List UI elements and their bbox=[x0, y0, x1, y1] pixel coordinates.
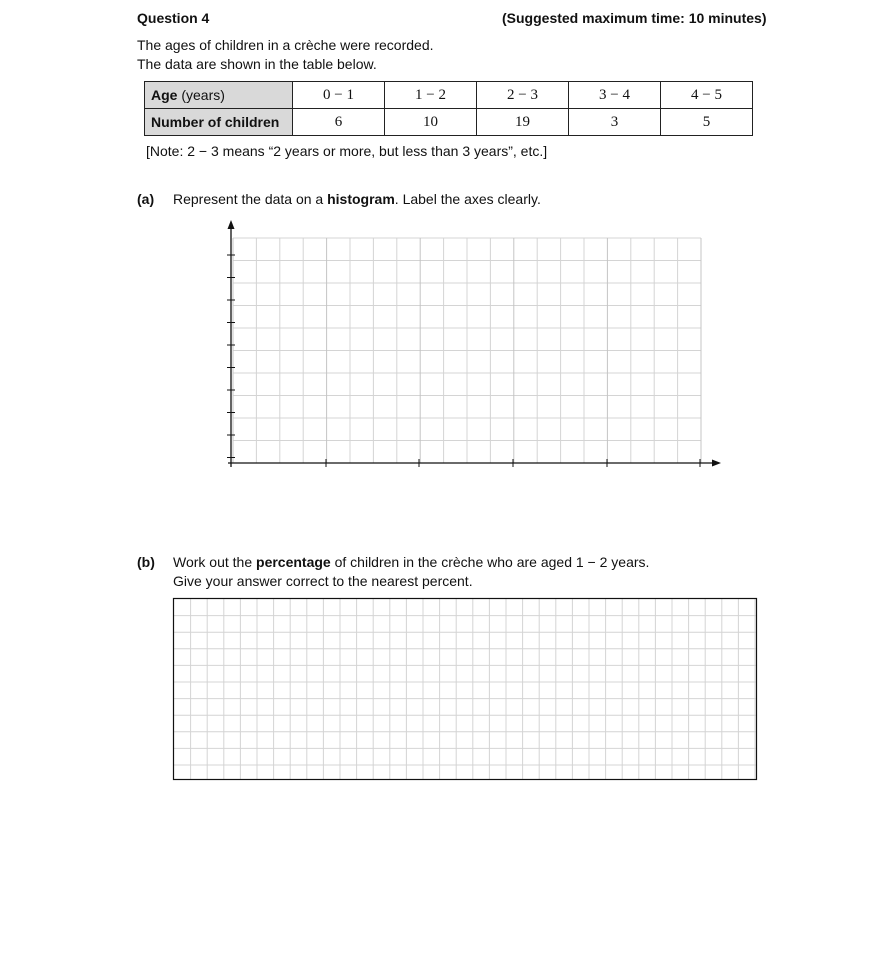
y-axis-arrow-icon bbox=[228, 220, 235, 229]
question-title: Question 4 bbox=[137, 10, 210, 26]
answer-box-border bbox=[174, 599, 757, 780]
age-header-unit: (years) bbox=[177, 87, 225, 103]
age-group-cell: 0 − 1 bbox=[293, 82, 385, 109]
count-cell: 5 bbox=[661, 109, 753, 136]
part-b-text-start: Work out the bbox=[173, 554, 257, 570]
suggested-time: (Suggested maximum time: 10 minutes) bbox=[502, 10, 767, 26]
intro-line-2: The data are shown in the table below. bbox=[137, 56, 377, 72]
part-b-label: (b) bbox=[137, 554, 155, 570]
age-group-cell: 1 − 2 bbox=[385, 82, 477, 109]
x-axis-arrow-icon bbox=[712, 460, 721, 467]
part-b-instruction-2: Give your answer correct to the nearest percent. bbox=[173, 573, 473, 589]
answer-box-grid bbox=[174, 599, 756, 779]
part-b-instruction-1 bbox=[173, 554, 649, 570]
count-cell: 19 bbox=[477, 109, 569, 136]
count-header: Number of children bbox=[151, 114, 280, 130]
histogram-grid bbox=[233, 238, 701, 463]
age-header-bold: Age bbox=[151, 87, 178, 103]
count-cell: 3 bbox=[569, 109, 661, 136]
age-group-cell: 2 − 3 bbox=[477, 82, 569, 109]
age-group-cell: 4 − 5 bbox=[661, 82, 753, 109]
count-cell: 10 bbox=[385, 109, 477, 136]
part-a-label: (a) bbox=[137, 191, 155, 207]
age-group-cell: 3 − 4 bbox=[569, 82, 661, 109]
intro-line-1: The ages of children in a crèche were recorded. bbox=[137, 37, 434, 53]
part-b-keyword: percentage bbox=[256, 554, 331, 570]
part-a-keyword: histogram bbox=[327, 191, 395, 207]
part-b-text-end: of children in the crèche who are aged 1 − 2 years. bbox=[330, 554, 650, 570]
part-a-text-end: . Label the axes clearly. bbox=[394, 191, 541, 207]
histogram-axes bbox=[227, 220, 721, 467]
part-a-text-start: Represent the data on a bbox=[173, 191, 328, 207]
count-cell: 6 bbox=[293, 109, 385, 136]
table-note: [Note: 2 − 3 means “2 years or more, but less than 3 years”, etc.] bbox=[146, 143, 548, 159]
